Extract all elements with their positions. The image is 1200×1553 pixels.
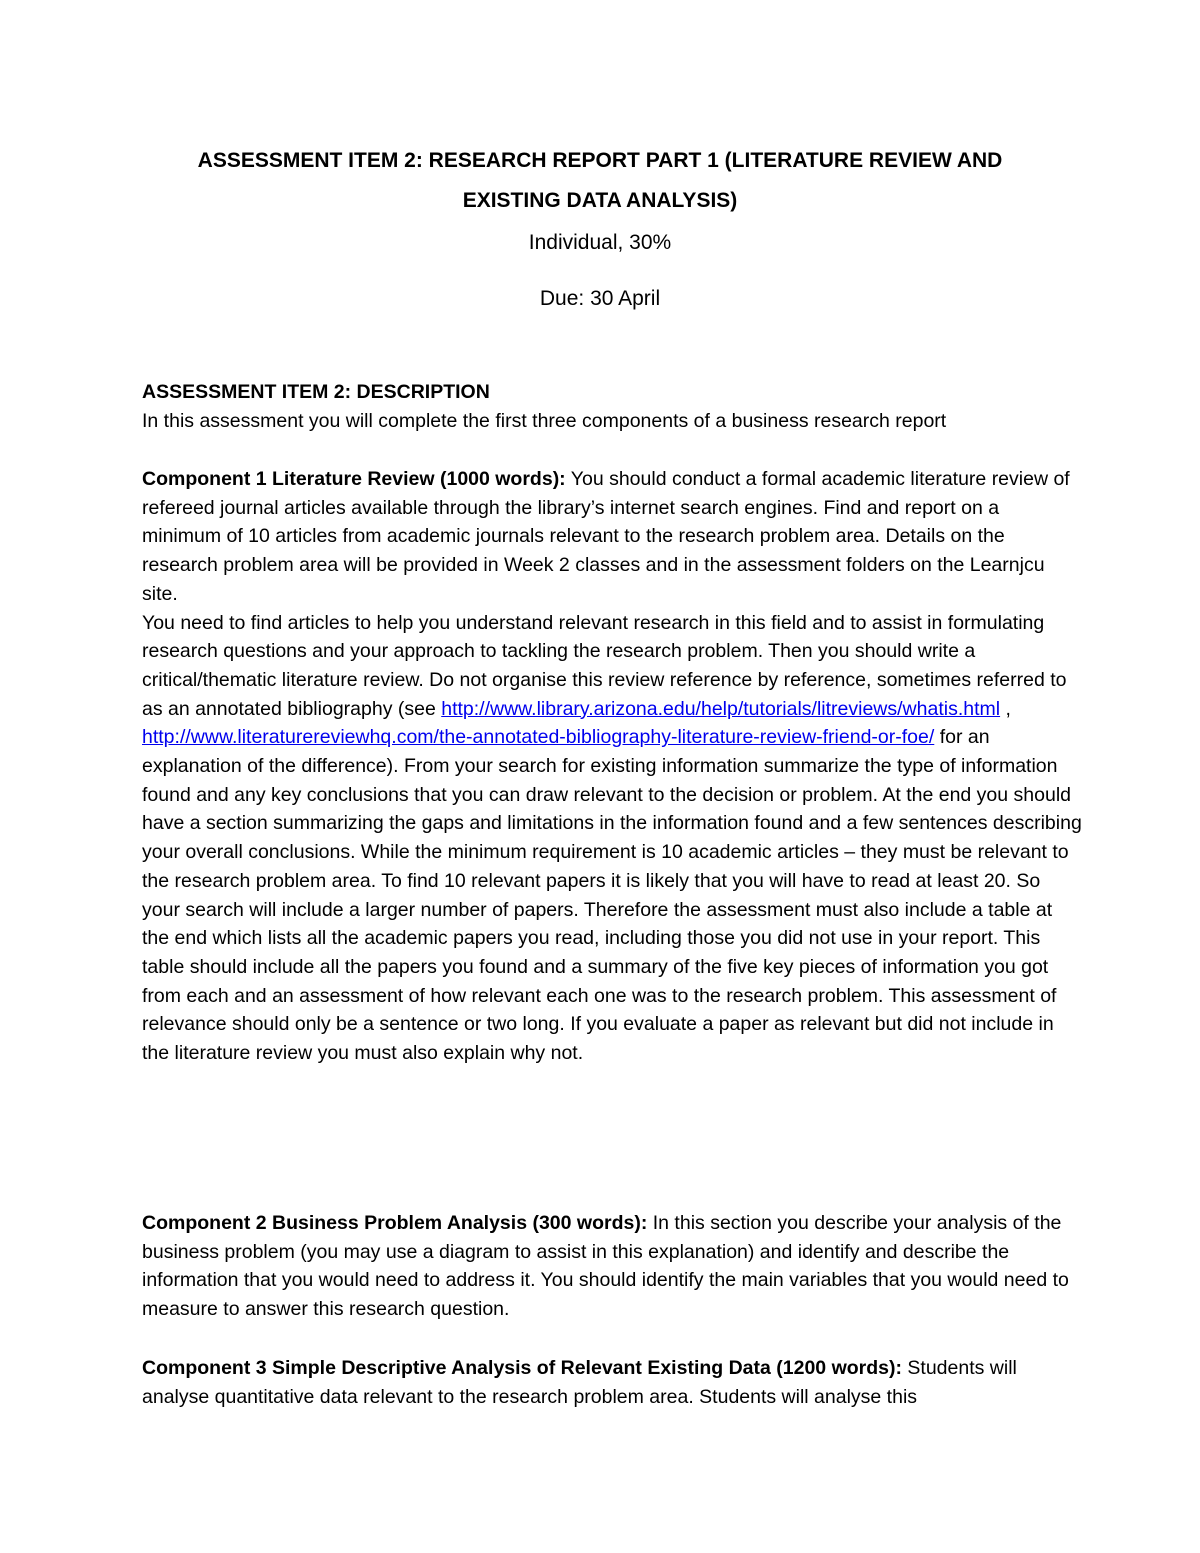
component-3-paragraph: [142, 1354, 1082, 1411]
component-2-heading: Component 2 Business Problem Analysis (300 words):: [142, 1212, 648, 1234]
component-1-section: [142, 465, 1082, 1068]
title-line-1: ASSESSMENT ITEM 2: RESEARCH REPORT PART 1 (LITERATURE REVIEW AND: [197, 149, 1003, 172]
component-1-para2-end: for an explanation of the difference). From your search for existing information summarize the type of information found and any key conclusions that you can draw relevant to the decision or problem. At the end you should have a section summarizing the gaps and limitations in the information found and a few sentences describing your overall conclusions. While the minimum requirement is 10 academic articles – they must be relevant to the research problem area. To find 10 relevant papers it is likely that you will have to read at least 20. So your search will include a larger number of papers. Therefore the assessment must also include a table at the end which lists all the academic papers you read, including those you did not use in your report. This table should include all the papers you found and a summary of the five key pieces of information you got from each and an assessment of how relevant each one was to the research problem. This assessment of relevance should only be a sentence or two long. If you evaluate a paper as relevant but did not include in the literature review you must also explain why not.: [142, 726, 1082, 1065]
title-line-2: EXISTING DATA ANALYSIS): [462, 189, 738, 212]
due-date: Due: 30 April: [539, 287, 661, 310]
assessment-weighting: Individual, 30%: [528, 231, 672, 254]
description-section: [142, 378, 1082, 435]
component-1-heading: Component 1 Literature Review (1000 words):: [142, 468, 566, 490]
component-1-paragraph-2: [142, 609, 1082, 1068]
component-1-paragraph-1: [142, 465, 1082, 609]
link-separator: ,: [1000, 697, 1011, 720]
component-3-section: [142, 1354, 1082, 1411]
component-3-text: Students will analyse quantitative data relevant to the research problem area. Students will analyse this: [142, 1357, 1017, 1408]
description-text: In this assessment you will complete the first three components of a business research report: [142, 409, 947, 432]
component-1-para2-start: You need to find articles to help you understand relevant research in this field and to assist in formulating research questions and your approach to tackling the research problem. Then you should write a critical/thematic literature review. Do not organise this review reference by reference, sometimes referred to as an annotated bibliography (see: [142, 611, 1067, 720]
component-2-text: In this section you describe your analysis of the business problem (you may use a diagram to assist in this explanation) and identify and describe the information that you would need to address it. You should identify the main variables that you would need to measure to answer this research question.: [142, 1212, 1069, 1321]
literature-review-hq-link[interactable]: http://www.literaturereviewhq.com/the-annotated-bibliography-literature-review-friend-or-foe/: [142, 726, 935, 749]
component-1-intro-text: You should conduct a formal academic literature review of refereed journal articles available through the library’s internet search engines. Find and report on a minimum of 10 articles from academic journals relevant to the research problem area. Details on the research problem area will be provided in Week 2 classes and in the assessment folders on the Learnjcu site.: [142, 468, 1070, 605]
component-3-heading: Component 3 Simple Descriptive Analysis of Relevant Existing Data (1200 words):: [142, 1357, 902, 1379]
arizona-library-link[interactable]: http://www.library.arizona.edu/help/tutorials/litreviews/whatis.html: [441, 697, 1001, 720]
component-2-section: [142, 1209, 1082, 1324]
description-heading: ASSESSMENT ITEM 2: DESCRIPTION: [142, 381, 490, 403]
document-title: [130, 141, 1070, 221]
component-2-paragraph: [142, 1209, 1082, 1324]
